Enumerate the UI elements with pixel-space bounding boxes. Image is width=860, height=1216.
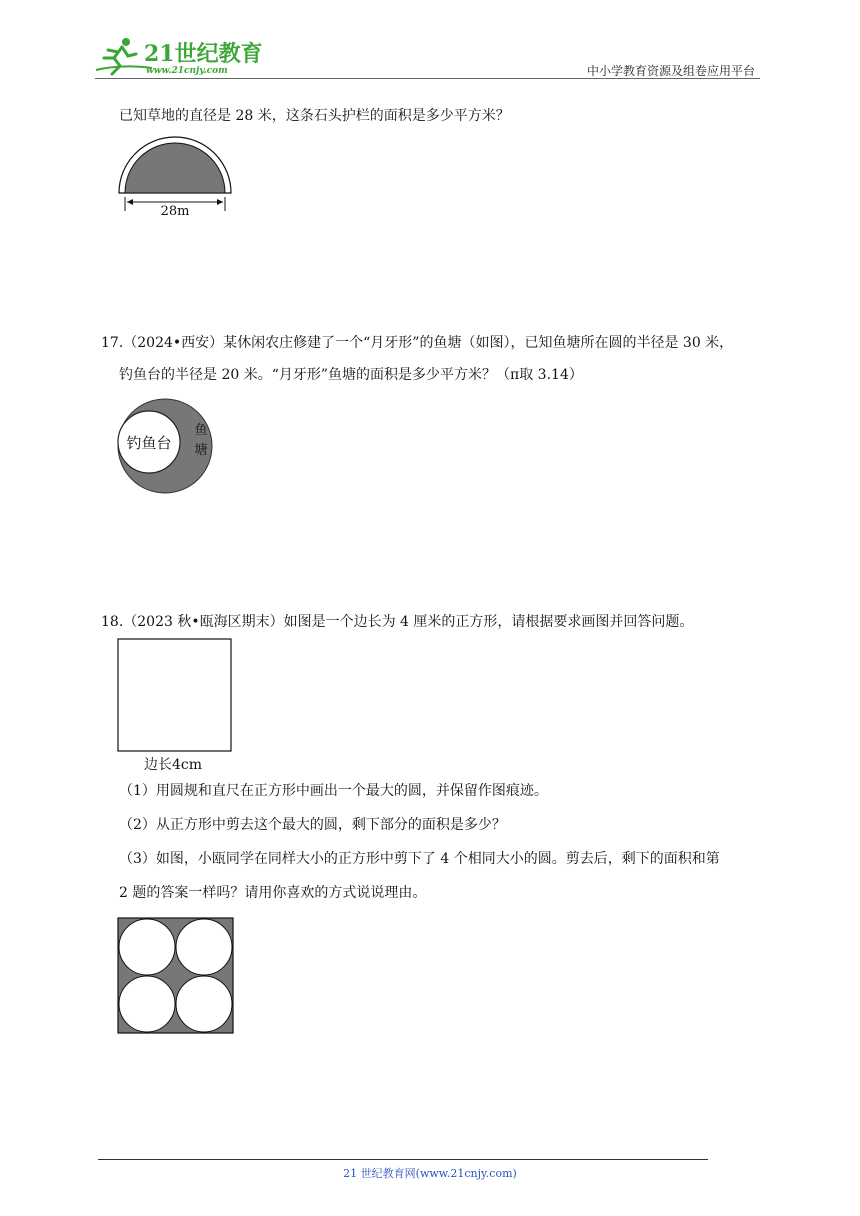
- logo-text: 21世纪教育: [144, 41, 262, 67]
- q16-semicircle-figure: [116, 135, 236, 224]
- square-side-label: 边长4cm: [144, 757, 203, 773]
- square-4cm: [118, 639, 231, 751]
- footer-link[interactable]: 21 世纪教育网(www.21cnjy.com): [343, 1167, 517, 1180]
- circle-top-left: [119, 919, 175, 975]
- q18-sub1: （1）用圆规和直尺在正方形中画出一个最大的圆，并保留作图痕迹。: [119, 783, 548, 799]
- q17-line1: 17.（2024•西安）某休闲农庄修建了一个“月牙形”的鱼塘（如图），已知鱼塘所在圆的半径是 30 米，: [101, 335, 734, 351]
- q17-crescent-figure: [117, 398, 217, 502]
- circle-bottom-left: [119, 976, 175, 1032]
- q16-text: 已知草地的直径是 28 米，这条石头护栏的面积是多少平方米？: [119, 108, 510, 124]
- diameter-label: 28m: [160, 204, 190, 219]
- platform-label: 钓鱼台: [126, 434, 172, 452]
- pond-label-2: 塘: [194, 443, 208, 458]
- q18-sub3-line1: （3）如图，小瓯同学在同样大小的正方形中剪下了 4 个相同大小的圆。剪去后，剩下的面积和第: [119, 851, 720, 867]
- q18-sub2: （2）从正方形中剪去这个最大的圆，剩下部分的面积是多少？: [119, 817, 506, 833]
- q17-line2: 钓鱼台的半径是 20 米。“月牙形”鱼塘的面积是多少平方米？（π取 3.14）: [119, 367, 583, 383]
- q18-line1: 18.（2023 秋•瓯海区期末）如图是一个边长为 4 厘米的正方形，请根据要求画图并回答问题。: [101, 614, 694, 630]
- header-divider: [95, 78, 760, 79]
- pond-label-1: 鱼: [194, 423, 208, 438]
- circle-bottom-right: [176, 976, 232, 1032]
- footer-divider: [98, 1159, 708, 1160]
- q18-four-circles-figure: [117, 917, 235, 1039]
- header-platform-text: 中小学教育资源及组卷应用平台: [586, 64, 755, 78]
- logo-url: www.21cnjy.com: [146, 66, 228, 76]
- site-logo: [92, 34, 262, 78]
- q18-square-figure: [117, 638, 237, 782]
- circle-top-right: [176, 919, 232, 975]
- q18-sub3-line2: 2 题的答案一样吗？请用你喜欢的方式说说理由。: [119, 885, 427, 901]
